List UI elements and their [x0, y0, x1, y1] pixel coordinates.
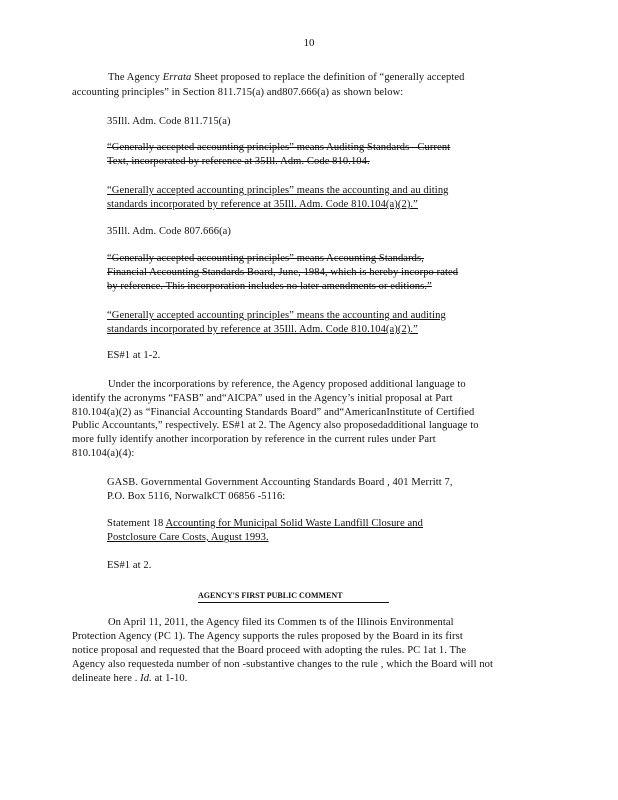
deleted-definition-807-line-3: by reference. This incorporation includes no later amendments or editions.”	[107, 281, 432, 292]
deleted-definition-807-line-1: “Generally accepted accounting principles” means Accounting Standards,	[107, 253, 424, 264]
para3-line-5: delineate here . Id. at 1-10.	[72, 673, 188, 684]
gasb-line-1: GASB. Governmental Government Accounting Standards Board , 401 Merritt 7,	[107, 477, 453, 488]
added-definition-807-line-1: “Generally accepted accounting principles” means the accounting and auditing	[107, 310, 446, 321]
para2-line-3: 810.104(a)(2) as “Financial Accounting Standards Board” and“AmericanInstitute of Certified	[72, 407, 475, 418]
section-811-cite: 35Ill. Adm. Code 811.715(a)	[107, 116, 231, 127]
para2-line-5: more fully identify another incorporation by reference in the current rules under Part	[72, 434, 436, 445]
citation-es1-2: ES#1 at 2.	[107, 560, 152, 571]
para2-line-1: Under the incorporations by reference, the Agency proposed additional language to	[108, 379, 466, 390]
para2-line-6: 810.104(a)(4):	[72, 448, 135, 459]
added-definition-811-line-2: standards incorporated by reference at 35Ill. Adm. Code 810.104(a)(2).”	[107, 199, 418, 210]
para3-line-4: Agency also requesteda number of non -substantive changes to the rule , which the Board will not	[72, 659, 494, 670]
para3-line-2: Protection Agency (PC 1). The Agency supports the rules proposed by the Board in its first	[72, 631, 463, 642]
page-number: 10	[303, 37, 315, 49]
deleted-definition-811-line-2: Text, incorporated by reference at 35Ill. Adm. Code 810.104.	[107, 156, 370, 167]
citation-es1-1: ES#1 at 1-2.	[107, 350, 161, 361]
section-heading: AGENCY'S FIRST PUBLIC COMMENT	[198, 591, 389, 603]
intro-line-1: The Agency Errata Sheet proposed to replace the definition of “generally accepted	[108, 72, 465, 83]
intro-line-2: accounting principles” in Section 811.715(a) and807.666(a) as shown below:	[72, 87, 404, 98]
deleted-definition-807-line-2: Financial Accounting Standards Board, June, 1984, which is hereby incorpo rated	[107, 267, 459, 278]
gasb-line-2: P.O. Box 5116, NorwalkCT 06856 -5116:	[107, 491, 286, 502]
statement-line-2: Postclosure Care Costs, August 1993.	[107, 532, 269, 543]
statement-line-1: Statement 18 Accounting for Municipal Solid Waste Landfill Closure and	[107, 518, 423, 529]
para2-line-4: Public Accountants,” respectively. ES#1 at 2. The Agency also proposedadditional language to	[72, 420, 479, 431]
section-807-cite: 35Ill. Adm. Code 807.666(a)	[107, 226, 232, 237]
para3-line-1: On April 11, 2011, the Agency filed its Commen ts of the Illinois Environmental	[108, 617, 454, 628]
added-definition-811-line-1: “Generally accepted accounting principles” means the accounting and au diting	[107, 185, 449, 196]
para2-line-2: identify the acronyms “FASB” and“AICPA” used in the Agency’s initial proposal at Part	[72, 393, 453, 404]
deleted-definition-811-line-1: “Generally accepted accounting principles” means Auditing Standards –Current	[107, 142, 451, 153]
added-definition-807-line-2: standards incorporated by reference at 35Ill. Adm. Code 810.104(a)(2).”	[107, 324, 418, 335]
para3-line-3: notice proposal and requested that the Board proceed with adopting the rules. PC 1at 1. The	[72, 645, 467, 656]
